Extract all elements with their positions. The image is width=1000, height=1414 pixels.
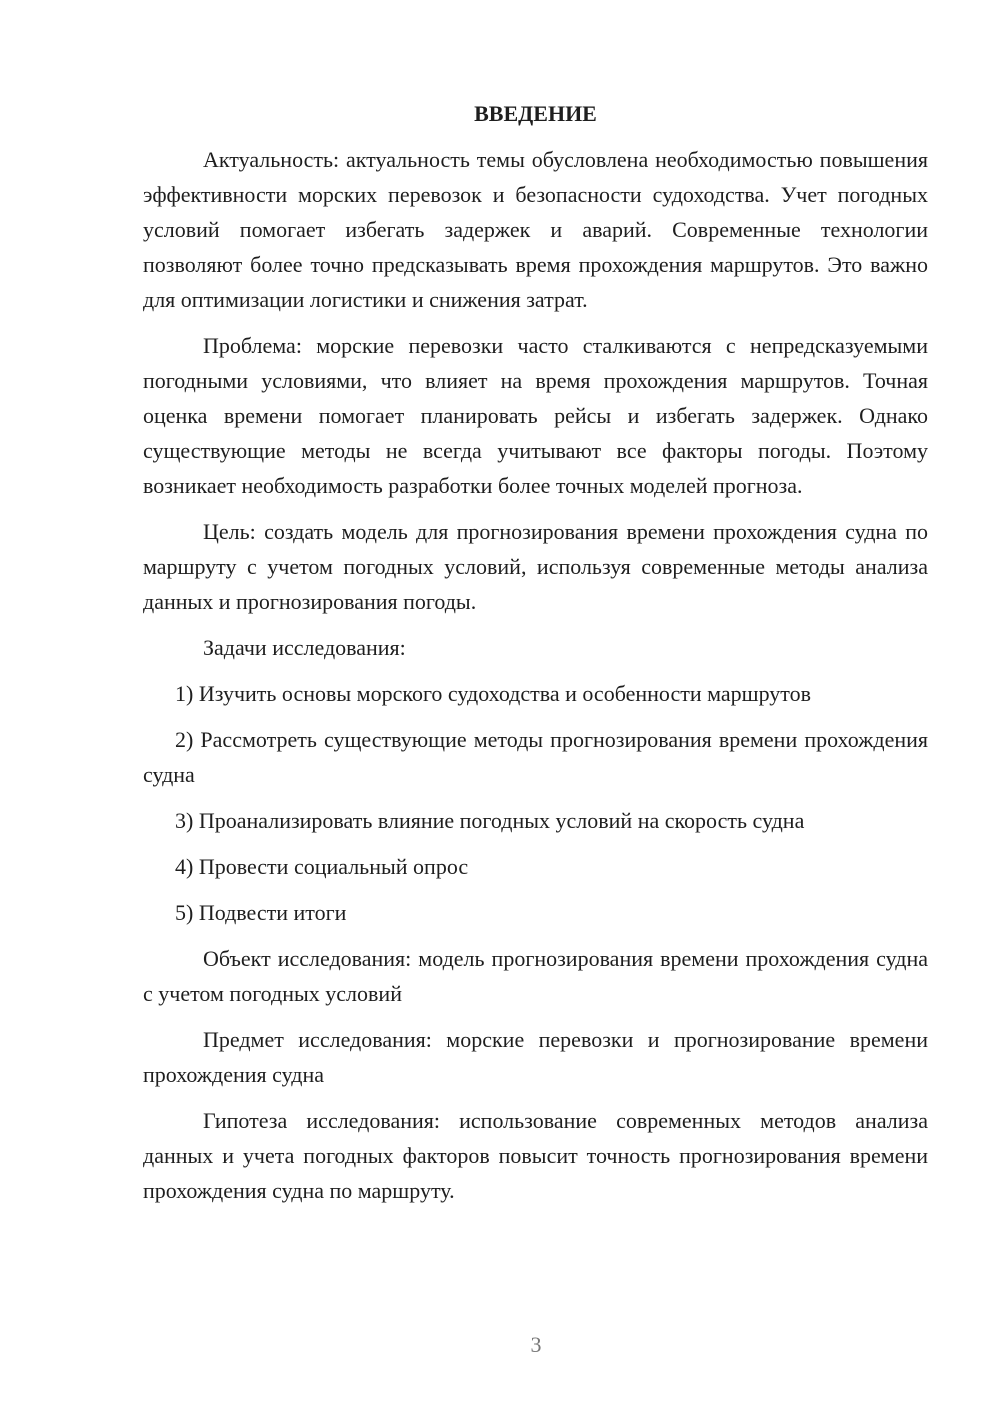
task-item-2: 2) Рассмотреть существующие методы прогнозирования времени прохождения судна <box>143 727 928 787</box>
document-body <box>143 96 928 1208</box>
task-item-3: 3) Проанализировать влияние погодных условий на скорость судна <box>175 808 805 833</box>
paragraph-relevance: Актуальность: актуальность темы обусловлена необходимостью повышения эффективности морских перевозок и безопасности судоходства. Учет погодных условий помогает избегать задержек и аварий. Современные технологии позволяют более точно предсказывать время прохождения маршрутов. Это важно для оптимизации логистики и снижения затрат. <box>143 147 928 312</box>
paragraph-object: Объект исследования: модель прогнозирования времени прохождения судна с учетом погодных условий <box>143 946 928 1006</box>
task-item-4: 4) Провести социальный опрос <box>175 854 469 879</box>
task-item-5: 5) Подвести итоги <box>175 900 347 925</box>
task-item-1: 1) Изучить основы морского судоходства и особенности маршрутов <box>175 681 812 706</box>
paragraph-tasks-heading: Задачи исследования: <box>203 635 406 660</box>
page-number: 3 <box>530 1332 542 1357</box>
section-title: ВВЕДЕНИЕ <box>474 101 597 126</box>
paragraph-hypothesis: Гипотеза исследования: использование современных методов анализа данных и учета погодных факторов повысит точность прогнозирования времени прохождения судна по маршруту. <box>143 1108 928 1203</box>
paragraph-subject: Предмет исследования: морские перевозки и прогнозирование времени прохождения судна <box>143 1027 928 1087</box>
paragraph-goal: Цель: создать модель для прогнозирования времени прохождения судна по маршруту с учетом погодных условий, используя современные методы анализа данных и прогнозирования погоды. <box>143 519 928 614</box>
paragraph-problem: Проблема: морские перевозки часто сталкиваются с непредсказуемыми погодными условиями, что влияет на время прохождения маршрутов. Точная оценка времени помогает планировать рейсы и избегать задержек. Однако существующие методы не всегда учитывают все факторы погоды. Поэтому возникает необходимость разработки более точных моделей прогноза. <box>143 333 928 498</box>
